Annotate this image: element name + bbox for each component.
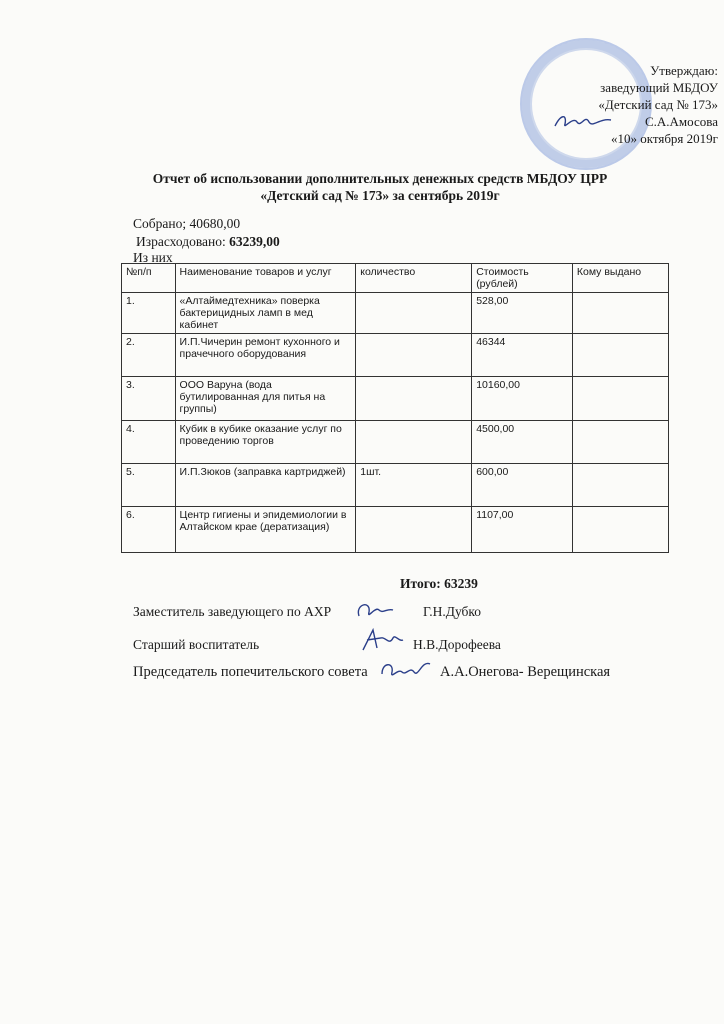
table-row <box>122 334 669 377</box>
cell-number: 4. <box>122 421 176 464</box>
deputy-signature <box>353 596 413 626</box>
signature-row-deputy <box>133 604 331 620</box>
cell-cost: 528,00 <box>472 293 573 334</box>
cell-recipient <box>572 377 668 421</box>
cell-name: ООО Варуна (вода бутилированная для питья на группы) <box>175 377 356 421</box>
expenses-table <box>121 263 669 553</box>
cell-name: «Алтаймедтехника» поверка бактерицидных ламп в мед кабинет <box>175 293 356 334</box>
table-row <box>122 421 669 464</box>
signature-row-chair <box>133 664 368 681</box>
cell-number: 6. <box>122 507 176 553</box>
cell-cost: 10160,00 <box>472 377 573 421</box>
cell-quantity: 1шт. <box>356 464 472 507</box>
signer-name-senior: Н.В.Дорофеева <box>413 637 501 652</box>
table-row <box>122 507 669 553</box>
table-header-row <box>122 264 669 293</box>
cell-quantity <box>356 293 472 334</box>
signer-name-chair: А.А.Онегова- Верещинская <box>440 664 611 680</box>
cell-recipient <box>572 334 668 377</box>
approval-block <box>548 62 718 147</box>
cell-cost: 46344 <box>472 334 573 377</box>
spent-label: Израсходовано: <box>136 234 230 249</box>
header-recipient: Кому выдано <box>572 264 668 293</box>
spent-amount <box>136 234 280 250</box>
senior-educator-signature <box>355 626 415 656</box>
signer-role: Председатель попечительского совета <box>133 664 368 680</box>
board-chair-signature <box>378 656 438 686</box>
header-number: №п/п <box>122 264 176 293</box>
cell-number: 5. <box>122 464 176 507</box>
cell-cost: 600,00 <box>472 464 573 507</box>
cell-name: И.П.Зюков (заправка картриджей) <box>175 464 356 507</box>
approval-organization: «Детский сад № 173» <box>598 97 718 112</box>
cell-quantity <box>356 334 472 377</box>
approval-date: «10» октября 2019г <box>610 131 718 146</box>
signer-role: Старший воспитатель <box>133 637 260 652</box>
cell-cost: 4500,00 <box>472 421 573 464</box>
cell-recipient <box>572 507 668 553</box>
table-row <box>122 377 669 421</box>
total-amount: Итого: 63239 <box>400 576 478 591</box>
header-quantity: количество <box>356 264 472 293</box>
cell-quantity <box>356 421 472 464</box>
signer-role: Заместитель заведующего по АХР <box>133 604 332 619</box>
table-row <box>122 464 669 507</box>
collected-amount: Собрано; 40680,00 <box>133 216 241 231</box>
cell-cost: 1107,00 <box>472 507 573 553</box>
cell-name: И.П.Чичерин ремонт кухонного и прачечного оборудования <box>175 334 356 377</box>
signature-row-senior <box>133 637 259 653</box>
approval-line: Утверждаю: <box>650 63 718 78</box>
cell-recipient <box>572 293 668 334</box>
title-line-2: «Детский сад № 173» за сентябрь 2019г <box>260 188 500 203</box>
cell-recipient <box>572 421 668 464</box>
signer-name-deputy: Г.Н.Дубко <box>423 604 482 619</box>
header-name: Наименование товаров и услуг <box>175 264 356 293</box>
header-cost: Стоимость (рублей) <box>472 264 573 293</box>
title-line-1: Отчет об использовании дополнительных денежных средств МБДОУ ЦРР <box>152 171 608 186</box>
cell-number: 2. <box>122 334 176 377</box>
spent-value: 63239,00 <box>229 234 280 249</box>
table-row <box>122 293 669 334</box>
cell-name: Кубик в кубике оказание услуг по проведению торгов <box>175 421 356 464</box>
cell-recipient <box>572 464 668 507</box>
cell-number: 3. <box>122 377 176 421</box>
approval-signer: С.А.Амосова <box>644 114 718 129</box>
cell-quantity <box>356 507 472 553</box>
cell-number: 1. <box>122 293 176 334</box>
of-them-label: Из них <box>133 250 173 265</box>
cell-name: Центр гигиены и эпидемиологии в Алтайском крае (дератизация) <box>175 507 356 553</box>
cell-quantity <box>356 377 472 421</box>
report-title <box>130 170 630 204</box>
approval-position: заведующий МБДОУ <box>600 80 718 95</box>
